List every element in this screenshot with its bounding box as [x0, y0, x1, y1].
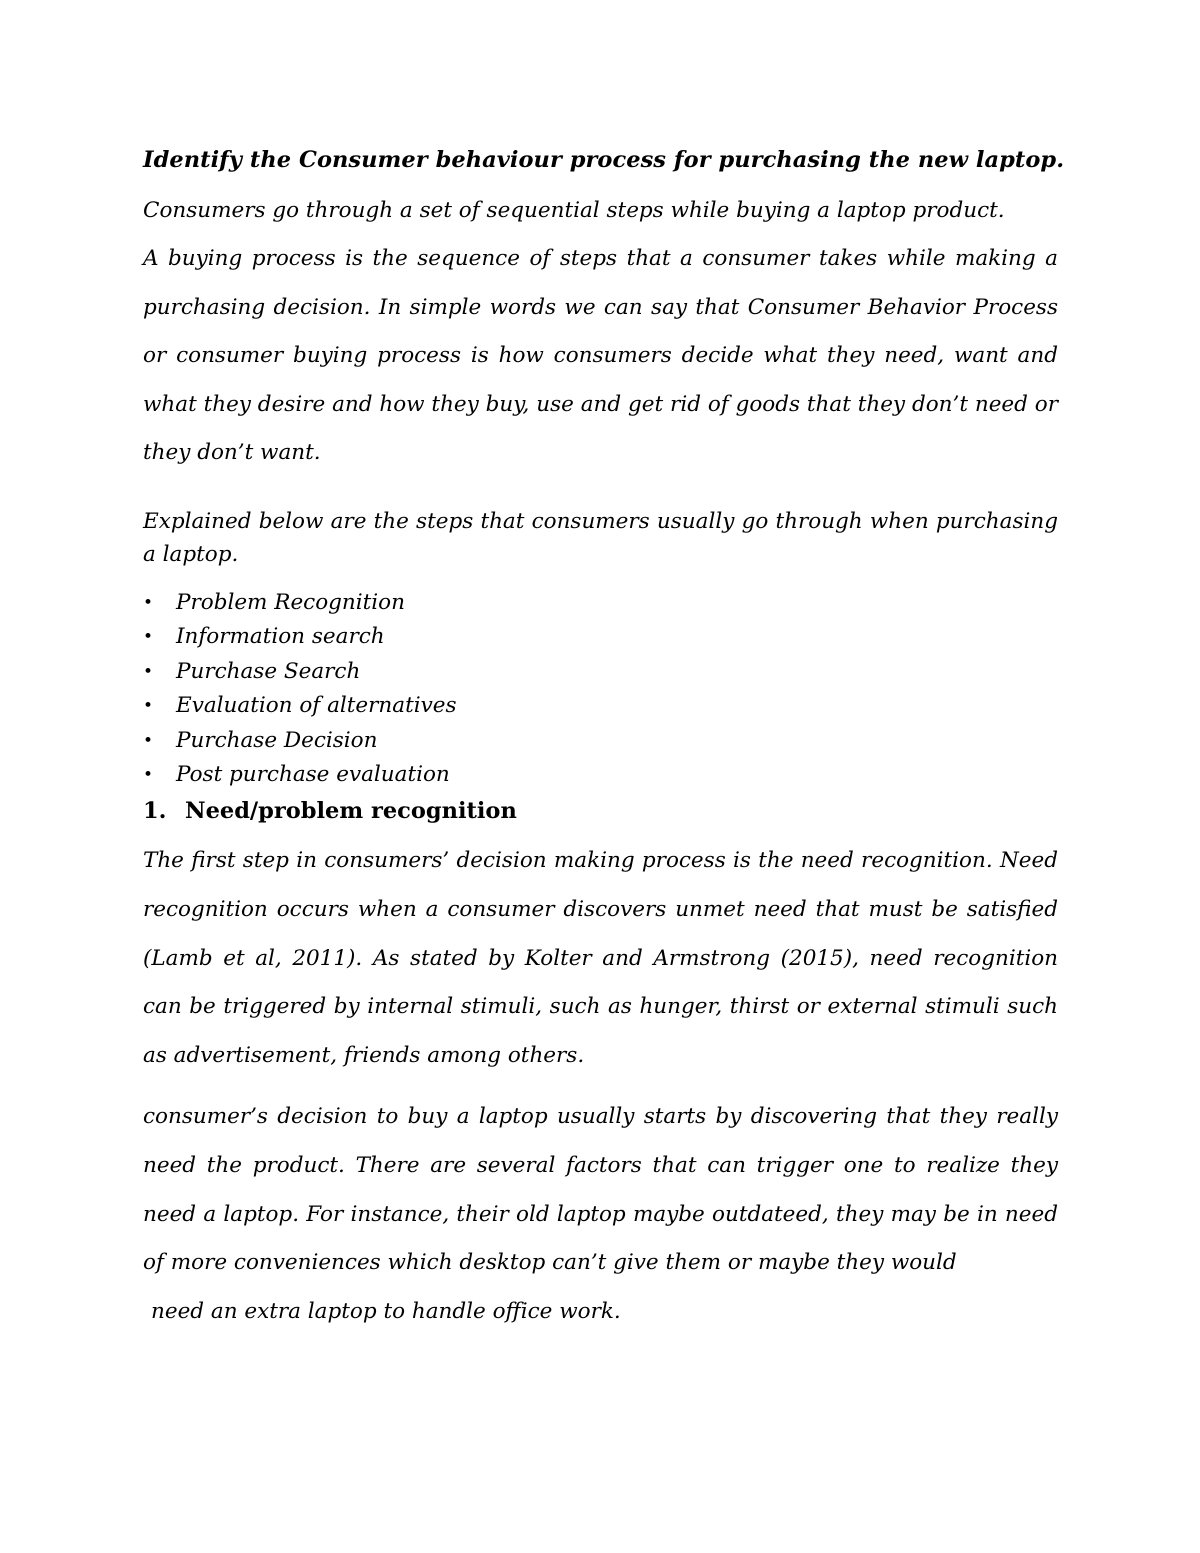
bullet-icon: • [143, 696, 154, 717]
paragraph-2-last-line: need an extra laptop to handle office work. [151, 1299, 621, 1325]
document-page [143, 138, 1065, 1337]
bullet-icon: • [143, 627, 154, 648]
bullet-icon: • [143, 592, 154, 613]
list-item [143, 758, 1058, 793]
step-label: Purchase Search [176, 658, 361, 684]
steps-intro: Explained below are the steps that consumers usually go through when purchasing a laptop. [143, 508, 1058, 567]
section-paragraph-2 [143, 1093, 1058, 1337]
intro-line: Consumers go through a set of sequential steps while buying a laptop product. [143, 198, 1005, 223]
intro-paragraph: A buying process is the sequence of steps that a consumer takes while making a purchasing decision. In simple words we can say that Consumer Behavior Process or consumer buying process is how consumers decide what they need, want and what they desire and how they buy, use and get rid of goods that they don’t need or they don’t want. [143, 246, 1058, 465]
section-paragraph-1: The first step in consumers’ decision making process is the need recognition. Need recognition occurs when a consumer discovers unmet need that must be satisfied (Lamb et al, 2011). As stated by Kolter and Armstrong (2015), need recognition can be triggered by internal stimuli, such as hunger, thirst or external stimuli such as advertisement, friends among others. [143, 848, 1058, 1069]
step-label: Evaluation of alternatives [176, 693, 457, 719]
list-item [143, 655, 1058, 690]
bullet-icon: • [143, 730, 154, 751]
step-label: Post purchase evaluation [176, 762, 450, 788]
document-title: Identify the Consumer behaviour process for purchasing the new laptop. [143, 147, 1065, 173]
bullet-icon: • [143, 765, 154, 786]
step-label: Information search [176, 624, 385, 650]
section-heading [143, 793, 1058, 829]
steps-list [143, 586, 1058, 794]
section-number: 1. [143, 798, 167, 825]
section-title: Need/problem recognition [185, 798, 517, 825]
list-item [143, 689, 1058, 724]
step-label: Problem Recognition [176, 589, 405, 615]
bullet-icon: • [143, 661, 154, 682]
list-item [143, 586, 1058, 621]
paragraph-2-main: consumer’s decision to buy a laptop usually starts by discovering that they really need the product. There are several factors that can trigger one to realize they need a laptop. For instance, their old laptop maybe outdateed, they may be in need of more conveniences which desktop can’t give them or maybe they would [143, 1104, 1058, 1276]
list-item [143, 724, 1058, 759]
list-item [143, 620, 1058, 655]
step-label: Purchase Decision [176, 727, 378, 753]
